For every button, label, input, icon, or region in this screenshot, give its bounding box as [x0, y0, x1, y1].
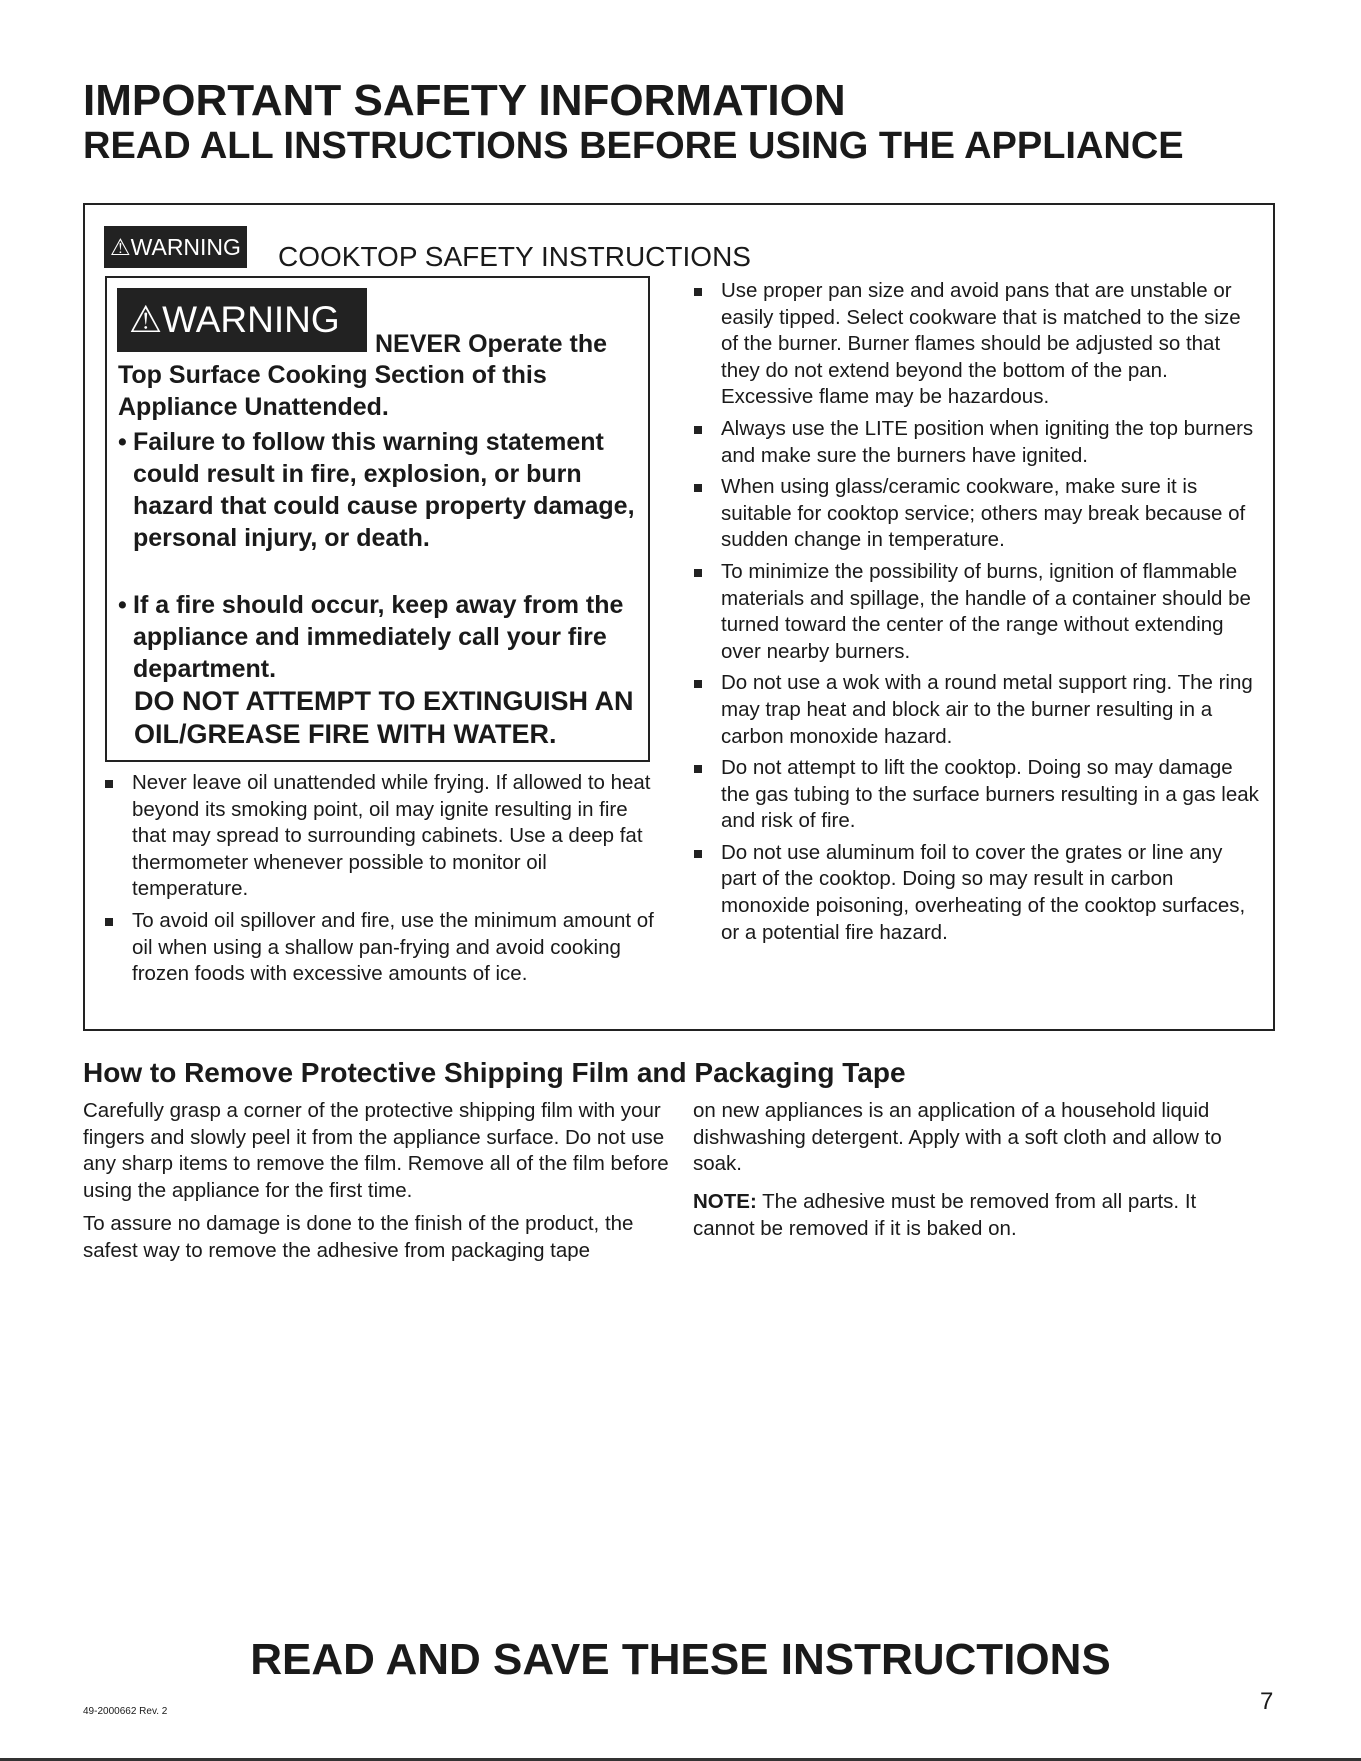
- page-subtitle: READ ALL INSTRUCTIONS BEFORE USING THE APPLIANCE: [83, 125, 1184, 167]
- warning-never-text: NEVER Operate the: [375, 330, 608, 358]
- document-number: 49-2000662 Rev. 2: [83, 1706, 168, 1717]
- list-item: Do not use a wok with a round metal support ring. The ring may trap heat and block air to the burner resulting in a carbon monoxide hazard.: [692, 670, 1262, 750]
- list-item: Always use the LITE position when igniting the top burners and make sure the burners have ignited.: [692, 416, 1262, 469]
- page-number: 7: [1260, 1688, 1274, 1715]
- page-title: IMPORTANT SAFETY INFORMATION: [83, 76, 846, 125]
- list-item: To minimize the possibility of burns, ignition of flammable materials and spillage, the handle of a container should be turned toward the center of the range without extending over nearby burners.: [692, 559, 1262, 665]
- warning-caps-text: DO NOT ATTEMPT TO EXTINGUISH AN OIL/GREASE FIRE WITH WATER.: [134, 686, 634, 749]
- cooktop-section-title: COOKTOP SAFETY INSTRUCTIONS: [278, 241, 751, 272]
- film-section-title: How to Remove Protective Shipping Film and Packaging Tape: [83, 1057, 906, 1088]
- note-text: The adhesive must be removed from all parts. It cannot be removed if it is baked on.: [693, 1190, 1197, 1240]
- footer-title: READ AND SAVE THESE INSTRUCTIONS: [250, 1635, 1111, 1684]
- list-item: Do not attempt to lift the cooktop. Doing so may damage the gas tubing to the surface burners resulting in a gas leak and risk of fire.: [692, 755, 1262, 835]
- warning-bullet-fire: • If a fire should occur, keep away from the appliance and immediately call your fire department.: [118, 589, 648, 685]
- note-label: NOTE:: [693, 1190, 757, 1213]
- warning-box-badge: ⚠WARNING: [117, 288, 367, 352]
- warning-bullet-failure: • Failure to follow this warning statement could result in fire, explosion, or burn hazard that could cause property damage, personal injury, or death.: [118, 426, 648, 554]
- film-paragraph-3: on new appliances is an application of a household liquid dishwashing detergent. Apply with a soft cloth and allow to soak.: [693, 1099, 1222, 1176]
- list-item: Use proper pan size and avoid pans that are unstable or easily tipped. Select cookware that is matched to the size of the burner. Burner flames should be adjusted so that they do not extend beyond the bottom of the pan. Excessive flame may be hazardous.: [692, 278, 1262, 411]
- left-safety-list: [103, 770, 663, 993]
- right-safety-list: [692, 278, 1262, 951]
- list-item: Do not use aluminum foil to cover the grates or line any part of the cooktop. Doing so may result in carbon monoxide poisoning, overheating of the cooktop surfaces, or a potential fire hazard.: [692, 840, 1262, 946]
- list-item: When using glass/ceramic cookware, make sure it is suitable for cooktop service; others may break because of sudden change in temperature.: [692, 474, 1262, 554]
- film-paragraph-2: To assure no damage is done to the finish of the product, the safest way to remove the adhesive from packaging tape: [83, 1212, 634, 1262]
- film-paragraph-1: Carefully grasp a corner of the protective shipping film with your fingers and slowly peel it from the appliance surface. Do not use any sharp items to remove the film. Remove all of the film before using the appliance for the first time.: [83, 1099, 669, 1202]
- list-item: Never leave oil unattended while frying. If allowed to heat beyond its smoking point, oil may ignite resulting in fire that may spread to surrounding cabinets. Use a deep fat thermometer whenever possible to monitor oil temperature.: [103, 770, 663, 903]
- warning-statement: Top Surface Cooking Section of this Appliance Unattended.: [118, 361, 547, 421]
- list-item: To avoid oil spillover and fire, use the minimum amount of oil when using a shallow pan-frying and avoid cooking frozen foods with excessive amounts of ice.: [103, 908, 663, 988]
- warning-badge: ⚠WARNING: [104, 226, 247, 268]
- film-note: [693, 1189, 1263, 1242]
